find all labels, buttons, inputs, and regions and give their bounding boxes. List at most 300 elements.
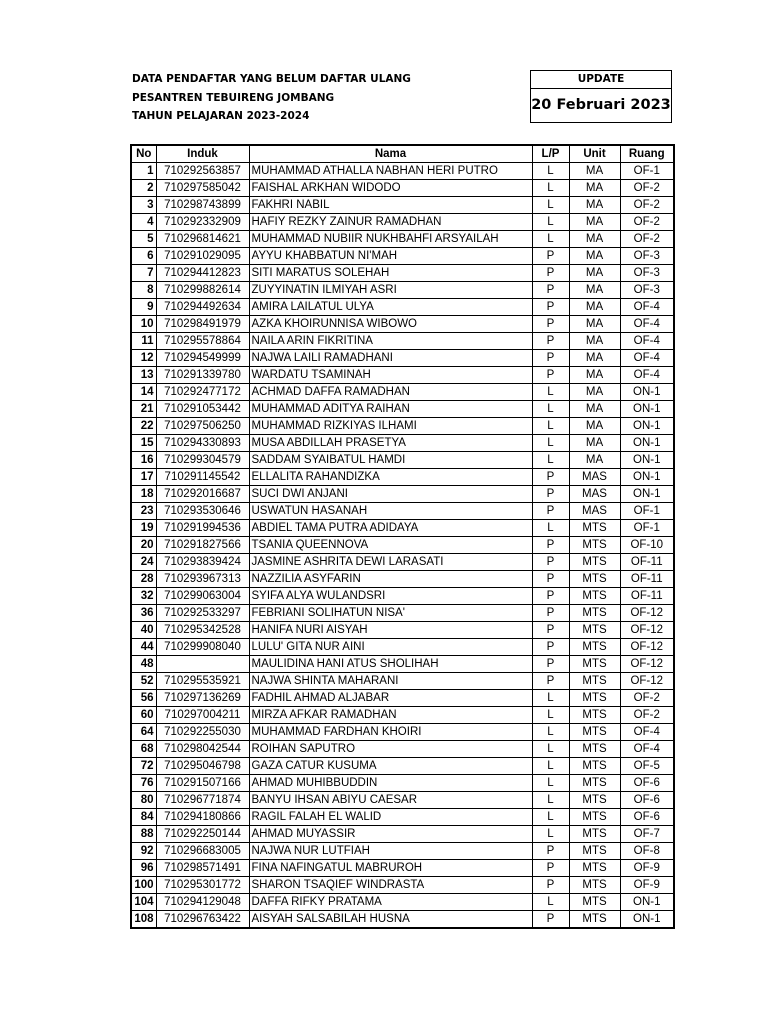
cell-nama: FADHIL AHMAD ALJABAR [249, 690, 532, 707]
cell-no: 88 [131, 826, 156, 843]
cell-no: 23 [131, 503, 156, 520]
cell-nama: NAJWA LAILI RAMADHANI [249, 350, 532, 367]
cell-nama: USWATUN HASANAH [249, 503, 532, 520]
cell-no: 13 [131, 367, 156, 384]
cell-lp: L [532, 809, 569, 826]
cell-induk: 710291827566 [156, 537, 249, 554]
cell-ruang: OF-1 [620, 520, 674, 537]
table-row [131, 792, 674, 809]
cell-lp: P [532, 860, 569, 877]
cell-nama: SYIFA ALYA WULANDSRI [249, 588, 532, 605]
cell-nama: FEBRIANI SOLIHATUN NISA' [249, 605, 532, 622]
table-row [131, 707, 674, 724]
cell-no: 100 [131, 877, 156, 894]
table-row [131, 826, 674, 843]
cell-lp: P [532, 367, 569, 384]
cell-unit: MTS [569, 741, 620, 758]
cell-nama: AMIRA LAILATUL ULYA [249, 299, 532, 316]
cell-ruang: OF-12 [620, 656, 674, 673]
cell-induk: 710297004211 [156, 707, 249, 724]
cell-no: 12 [131, 350, 156, 367]
cell-no: 68 [131, 741, 156, 758]
cell-induk: 710291339780 [156, 367, 249, 384]
cell-ruang: ON-1 [620, 384, 674, 401]
cell-no: 6 [131, 248, 156, 265]
table-row [131, 894, 674, 911]
cell-ruang: OF-11 [620, 571, 674, 588]
table-row [131, 520, 674, 537]
cell-nama: NAJWA SHINTA MAHARANI [249, 673, 532, 690]
cell-unit: MTS [569, 792, 620, 809]
cell-nama: WARDATU TSAMINAH [249, 367, 532, 384]
cell-no: 7 [131, 265, 156, 282]
table-row [131, 401, 674, 418]
cell-unit: MTS [569, 622, 620, 639]
cell-no: 32 [131, 588, 156, 605]
cell-ruang: OF-4 [620, 299, 674, 316]
cell-lp: L [532, 452, 569, 469]
cell-lp: L [532, 826, 569, 843]
table-row [131, 622, 674, 639]
cell-nama: GAZA CATUR KUSUMA [249, 758, 532, 775]
cell-induk: 710294129048 [156, 894, 249, 911]
cell-nama: SITI MARATUS SOLEHAH [249, 265, 532, 282]
cell-lp: L [532, 384, 569, 401]
cell-nama: RAGIL FALAH EL WALID [249, 809, 532, 826]
cell-lp: L [532, 163, 569, 180]
cell-ruang: OF-11 [620, 554, 674, 571]
cell-ruang: OF-2 [620, 214, 674, 231]
cell-induk: 710293839424 [156, 554, 249, 571]
cell-no: 19 [131, 520, 156, 537]
cell-nama: NAILA ARIN FIKRITINA [249, 333, 532, 350]
cell-induk: 710298743899 [156, 197, 249, 214]
cell-unit: MTS [569, 843, 620, 860]
cell-no: 80 [131, 792, 156, 809]
cell-unit: MA [569, 248, 620, 265]
cell-lp: P [532, 877, 569, 894]
cell-induk: 710292332909 [156, 214, 249, 231]
cell-induk: 710295046798 [156, 758, 249, 775]
cell-lp: P [532, 469, 569, 486]
cell-ruang: ON-1 [620, 894, 674, 911]
cell-unit: MTS [569, 826, 620, 843]
cell-lp: L [532, 690, 569, 707]
cell-induk: 710291029095 [156, 248, 249, 265]
cell-lp: P [532, 248, 569, 265]
table-row [131, 724, 674, 741]
cell-lp: L [532, 197, 569, 214]
column-header-unit: Unit [569, 145, 620, 163]
cell-unit: MTS [569, 639, 620, 656]
table-body [131, 163, 674, 929]
cell-ruang: ON-1 [620, 418, 674, 435]
cell-no: 24 [131, 554, 156, 571]
cell-ruang: OF-3 [620, 265, 674, 282]
cell-unit: MTS [569, 758, 620, 775]
cell-ruang: OF-4 [620, 350, 674, 367]
cell-lp: P [532, 486, 569, 503]
cell-unit: MTS [569, 605, 620, 622]
cell-ruang: OF-2 [620, 707, 674, 724]
cell-induk: 710291507166 [156, 775, 249, 792]
cell-lp: L [532, 418, 569, 435]
table-row [131, 452, 674, 469]
table-row [131, 877, 674, 894]
cell-induk: 710292016687 [156, 486, 249, 503]
cell-no: 104 [131, 894, 156, 911]
cell-nama: HAFIY REZKY ZAINUR RAMADHAN [249, 214, 532, 231]
cell-ruang: OF-9 [620, 860, 674, 877]
cell-lp: L [532, 894, 569, 911]
cell-no: 5 [131, 231, 156, 248]
cell-lp: P [532, 673, 569, 690]
cell-unit: MTS [569, 537, 620, 554]
cell-nama: BANYU IHSAN ABIYU CAESAR [249, 792, 532, 809]
cell-lp: P [532, 282, 569, 299]
table-row [131, 911, 674, 929]
cell-nama: DAFFA RIFKY PRATAMA [249, 894, 532, 911]
cell-nama: FAKHRI NABIL [249, 197, 532, 214]
cell-lp: P [532, 554, 569, 571]
cell-no: 36 [131, 605, 156, 622]
cell-nama: JASMINE ASHRITA DEWI LARASATI [249, 554, 532, 571]
cell-ruang: OF-3 [620, 248, 674, 265]
cell-induk: 710297506250 [156, 418, 249, 435]
cell-induk: 710292533297 [156, 605, 249, 622]
table-row [131, 605, 674, 622]
cell-lp: L [532, 401, 569, 418]
cell-ruang: OF-8 [620, 843, 674, 860]
cell-lp: P [532, 503, 569, 520]
cell-no: 84 [131, 809, 156, 826]
cell-unit: MAS [569, 486, 620, 503]
heading-line-1: DATA PENDAFTAR YANG BELUM DAFTAR ULANG [132, 73, 411, 85]
cell-no: 40 [131, 622, 156, 639]
column-header-no: No [131, 145, 156, 163]
cell-unit: MAS [569, 503, 620, 520]
table-row [131, 163, 674, 180]
cell-ruang: OF-10 [620, 537, 674, 554]
cell-lp: P [532, 333, 569, 350]
table-row [131, 282, 674, 299]
cell-unit: MA [569, 214, 620, 231]
cell-induk: 710295535921 [156, 673, 249, 690]
cell-induk: 710293967313 [156, 571, 249, 588]
cell-no: 11 [131, 333, 156, 350]
cell-no: 21 [131, 401, 156, 418]
table-row [131, 741, 674, 758]
update-box [530, 70, 672, 123]
cell-induk: 710294412823 [156, 265, 249, 282]
cell-ruang: OF-12 [620, 673, 674, 690]
cell-induk: 710297136269 [156, 690, 249, 707]
cell-unit: MTS [569, 673, 620, 690]
cell-ruang: OF-11 [620, 588, 674, 605]
cell-nama: NAZZILIA ASYFARIN [249, 571, 532, 588]
cell-induk: 710292563857 [156, 163, 249, 180]
cell-nama: MUHAMMAD ATHALLA NABHAN HERI PUTRO [249, 163, 532, 180]
table-row [131, 690, 674, 707]
cell-unit: MA [569, 435, 620, 452]
table-row [131, 571, 674, 588]
cell-ruang: ON-1 [620, 469, 674, 486]
cell-ruang: ON-1 [620, 435, 674, 452]
cell-induk: 710292250144 [156, 826, 249, 843]
cell-unit: MA [569, 401, 620, 418]
cell-no: 16 [131, 452, 156, 469]
cell-unit: MTS [569, 707, 620, 724]
table-row [131, 809, 674, 826]
cell-no: 10 [131, 316, 156, 333]
cell-induk: 710296814621 [156, 231, 249, 248]
cell-unit: MTS [569, 690, 620, 707]
cell-lp: L [532, 214, 569, 231]
cell-nama: MUSA ABDILLAH PRASETYA [249, 435, 532, 452]
table-row [131, 214, 674, 231]
cell-induk: 710299908040 [156, 639, 249, 656]
cell-no: 76 [131, 775, 156, 792]
cell-unit: MA [569, 180, 620, 197]
table-row [131, 333, 674, 350]
cell-nama: TSANIA QUEENNOVA [249, 537, 532, 554]
column-header-ruang: Ruang [620, 145, 674, 163]
cell-ruang: OF-4 [620, 724, 674, 741]
cell-induk: 710296763422 [156, 911, 249, 929]
cell-lp: P [532, 843, 569, 860]
column-header-lp: L/P [532, 145, 569, 163]
table-row [131, 775, 674, 792]
heading-line-2: PESANTREN TEBUIRENG JOMBANG [132, 91, 335, 104]
cell-no: 18 [131, 486, 156, 503]
cell-ruang: OF-2 [620, 690, 674, 707]
cell-no: 22 [131, 418, 156, 435]
cell-unit: MTS [569, 571, 620, 588]
cell-ruang: OF-7 [620, 826, 674, 843]
cell-induk: 710294492634 [156, 299, 249, 316]
cell-nama: NAJWA NUR LUTFIAH [249, 843, 532, 860]
cell-induk: 710299882614 [156, 282, 249, 299]
cell-no: 17 [131, 469, 156, 486]
cell-no: 9 [131, 299, 156, 316]
cell-unit: MTS [569, 894, 620, 911]
cell-lp: L [532, 435, 569, 452]
cell-unit: MA [569, 452, 620, 469]
cell-no: 4 [131, 214, 156, 231]
table-row [131, 248, 674, 265]
cell-no: 20 [131, 537, 156, 554]
cell-ruang: OF-9 [620, 877, 674, 894]
table-header-row [131, 145, 674, 163]
cell-lp: L [532, 792, 569, 809]
cell-unit: MA [569, 350, 620, 367]
cell-unit: MTS [569, 554, 620, 571]
cell-unit: MA [569, 231, 620, 248]
cell-induk: 710299304579 [156, 452, 249, 469]
cell-induk: 710293530646 [156, 503, 249, 520]
cell-no: 92 [131, 843, 156, 860]
cell-nama: SUCI DWI ANJANI [249, 486, 532, 503]
cell-unit: MTS [569, 809, 620, 826]
cell-ruang: OF-5 [620, 758, 674, 775]
cell-lp: P [532, 316, 569, 333]
table-row [131, 435, 674, 452]
cell-induk: 710292477172 [156, 384, 249, 401]
cell-unit: MTS [569, 911, 620, 929]
cell-nama: FAISHAL ARKHAN WIDODO [249, 180, 532, 197]
cell-ruang: OF-4 [620, 367, 674, 384]
cell-nama: MUHAMMAD FARDHAN KHOIRI [249, 724, 532, 741]
cell-unit: MA [569, 163, 620, 180]
cell-nama: ZUYYINATIN ILMIYAH ASRI [249, 282, 532, 299]
cell-induk: 710298042544 [156, 741, 249, 758]
cell-no: 72 [131, 758, 156, 775]
cell-induk: 710298491979 [156, 316, 249, 333]
cell-no: 52 [131, 673, 156, 690]
cell-nama: ELLALITA RAHANDIZKA [249, 469, 532, 486]
cell-ruang: OF-6 [620, 775, 674, 792]
cell-lp: L [532, 758, 569, 775]
cell-nama: ABDIEL TAMA PUTRA ADIDAYA [249, 520, 532, 537]
table-row [131, 673, 674, 690]
cell-induk: 710294330893 [156, 435, 249, 452]
cell-unit: MAS [569, 469, 620, 486]
cell-lp: P [532, 588, 569, 605]
cell-nama: MUHAMMAD ADITYA RAIHAN [249, 401, 532, 418]
cell-no: 3 [131, 197, 156, 214]
table-row [131, 316, 674, 333]
table-row [131, 843, 674, 860]
cell-lp: L [532, 724, 569, 741]
table-row [131, 656, 674, 673]
cell-nama: AZKA KHOIRUNNISA WIBOWO [249, 316, 532, 333]
cell-nama: SHARON TSAQIEF WINDRASTA [249, 877, 532, 894]
cell-induk: 710297585042 [156, 180, 249, 197]
table-row [131, 469, 674, 486]
table-row [131, 486, 674, 503]
cell-lp: P [532, 639, 569, 656]
cell-unit: MA [569, 367, 620, 384]
cell-nama: AHMAD MUHIBBUDDIN [249, 775, 532, 792]
cell-unit: MA [569, 282, 620, 299]
cell-lp: P [532, 350, 569, 367]
cell-ruang: OF-12 [620, 622, 674, 639]
cell-ruang: ON-1 [620, 401, 674, 418]
cell-no: 8 [131, 282, 156, 299]
cell-induk: 710298571491 [156, 860, 249, 877]
cell-unit: MA [569, 418, 620, 435]
table-row [131, 758, 674, 775]
table-row [131, 299, 674, 316]
cell-ruang: OF-12 [620, 639, 674, 656]
cell-ruang: OF-2 [620, 231, 674, 248]
cell-unit: MA [569, 384, 620, 401]
cell-induk [156, 656, 249, 673]
cell-nama: AHMAD MUYASSIR [249, 826, 532, 843]
cell-ruang: OF-1 [620, 163, 674, 180]
cell-nama: AISYAH SALSABILAH HUSNA [249, 911, 532, 929]
cell-induk: 710291994536 [156, 520, 249, 537]
cell-lp: P [532, 265, 569, 282]
cell-nama: MUHAMMAD NUBIIR NUKHBAHFI ARSYAILAH [249, 231, 532, 248]
cell-induk: 710294549999 [156, 350, 249, 367]
cell-nama: MIRZA AFKAR RAMADHAN [249, 707, 532, 724]
table-row [131, 537, 674, 554]
cell-nama: FINA NAFINGATUL MABRUROH [249, 860, 532, 877]
cell-ruang: OF-1 [620, 503, 674, 520]
cell-no: 15 [131, 435, 156, 452]
table-row [131, 367, 674, 384]
cell-no: 44 [131, 639, 156, 656]
cell-unit: MTS [569, 877, 620, 894]
cell-ruang: ON-1 [620, 452, 674, 469]
table-row [131, 860, 674, 877]
cell-lp: P [532, 571, 569, 588]
column-header-induk: Induk [156, 145, 249, 163]
cell-ruang: OF-4 [620, 333, 674, 350]
table-row [131, 503, 674, 520]
cell-induk: 710299063004 [156, 588, 249, 605]
table-row [131, 639, 674, 656]
cell-unit: MTS [569, 520, 620, 537]
cell-no: 60 [131, 707, 156, 724]
cell-lp: P [532, 537, 569, 554]
cell-induk: 710295342528 [156, 622, 249, 639]
cell-unit: MA [569, 197, 620, 214]
cell-no: 108 [131, 911, 156, 929]
cell-nama: ACHMAD DAFFA RAMADHAN [249, 384, 532, 401]
cell-lp: P [532, 911, 569, 929]
cell-nama: AYYU KHABBATUN NI'MAH [249, 248, 532, 265]
cell-unit: MA [569, 333, 620, 350]
cell-lp: P [532, 656, 569, 673]
cell-lp: L [532, 707, 569, 724]
cell-induk: 710292255030 [156, 724, 249, 741]
cell-induk: 710291145542 [156, 469, 249, 486]
cell-nama: ROIHAN SAPUTRO [249, 741, 532, 758]
cell-unit: MA [569, 299, 620, 316]
cell-unit: MA [569, 316, 620, 333]
cell-unit: MTS [569, 860, 620, 877]
cell-nama: MAULIDINA HANI ATUS SHOLIHAH [249, 656, 532, 673]
registrant-table [130, 144, 675, 929]
cell-ruang: OF-2 [620, 197, 674, 214]
cell-lp: L [532, 775, 569, 792]
cell-no: 56 [131, 690, 156, 707]
cell-no: 2 [131, 180, 156, 197]
cell-lp: L [532, 520, 569, 537]
cell-no: 96 [131, 860, 156, 877]
cell-unit: MA [569, 265, 620, 282]
cell-ruang: OF-6 [620, 792, 674, 809]
cell-ruang: ON-1 [620, 911, 674, 929]
cell-ruang: ON-1 [620, 486, 674, 503]
cell-no: 14 [131, 384, 156, 401]
cell-ruang: OF-12 [620, 605, 674, 622]
cell-lp: P [532, 299, 569, 316]
document-heading [132, 70, 411, 126]
cell-ruang: OF-4 [620, 741, 674, 758]
cell-lp: L [532, 231, 569, 248]
cell-nama: HANIFA NURI AISYAH [249, 622, 532, 639]
cell-induk: 710295578864 [156, 333, 249, 350]
update-label: UPDATE [531, 71, 671, 89]
heading-line-3: TAHUN PELAJARAN 2023-2024 [132, 110, 310, 122]
cell-ruang: OF-4 [620, 316, 674, 333]
cell-nama: SADDAM SYAIBATUL HAMDI [249, 452, 532, 469]
cell-unit: MTS [569, 656, 620, 673]
cell-induk: 710291053442 [156, 401, 249, 418]
